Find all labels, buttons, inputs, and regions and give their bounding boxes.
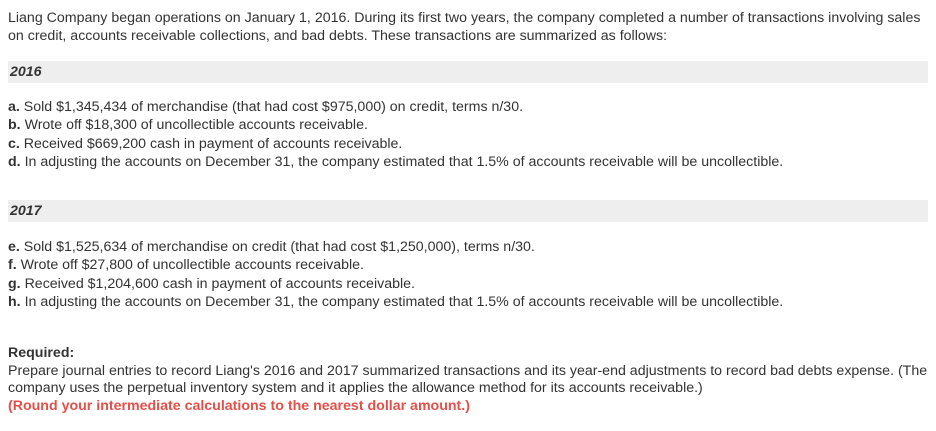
required-section <box>8 345 928 415</box>
item-text: Sold $1,345,434 of merchandise (that had cost $975,000) on credit, terms n/30. <box>23 99 524 115</box>
transaction-list-2017 <box>8 238 928 311</box>
list-item <box>8 275 928 293</box>
year-header-2017 <box>8 200 928 222</box>
item-letter: a. <box>8 99 20 115</box>
item-text: In adjusting the accounts on December 31, the company estimated that 1.5% of accounts receivable will be uncollectible. <box>24 293 784 310</box>
item-letter: d. <box>8 153 21 170</box>
item-text: Received $1,204,600 cash in payment of accounts receivable. <box>24 275 415 292</box>
year-label: 2017 <box>10 203 42 219</box>
list-item <box>8 293 928 311</box>
item-letter: e. <box>8 239 20 255</box>
required-label: Required: <box>8 345 75 361</box>
list-item <box>8 98 928 116</box>
item-text: Wrote off $18,300 of uncollectible accounts receivable. <box>24 117 368 134</box>
year-label: 2016 <box>10 64 42 80</box>
item-text: Wrote off $27,800 of uncollectible accounts receivable. <box>20 257 364 274</box>
list-item <box>8 116 928 134</box>
item-text: Sold $1,525,634 of merchandise on credit (that had cost $1,250,000), terms n/30. <box>23 239 535 255</box>
item-letter: c. <box>8 135 20 152</box>
list-item <box>8 153 928 171</box>
item-letter: b. <box>8 117 21 134</box>
item-text: In adjusting the accounts on December 31, the company estimated that 1.5% of accounts receivable will be uncollectible. <box>24 153 784 170</box>
item-letter: g. <box>8 275 21 292</box>
intro-paragraph: Liang Company began operations on January 1, 2016. During its first two years, the company completed a number of transactions involving sales on credit, accounts receivable collections, and bad debts. These transactions are summarized as follows: <box>8 10 921 44</box>
year-header-2016 <box>8 61 928 83</box>
list-item <box>8 238 928 256</box>
list-item <box>8 256 928 274</box>
item-letter: h. <box>8 293 21 310</box>
item-text: Received $669,200 cash in payment of accounts receivable. <box>23 135 403 152</box>
rounding-note: (Round your intermediate calculations to the nearest dollar amount.) <box>8 397 470 414</box>
required-text: Prepare journal entries to record Liang's 2016 and 2017 summarized transactions and its year-end adjustments to record bad debts expense. (The company uses the perpetual inventory system and it applies the allowance method for its accounts receivable.) <box>8 362 928 397</box>
list-item <box>8 135 928 153</box>
item-letter: f. <box>8 257 17 274</box>
transaction-list-2016 <box>8 98 928 171</box>
